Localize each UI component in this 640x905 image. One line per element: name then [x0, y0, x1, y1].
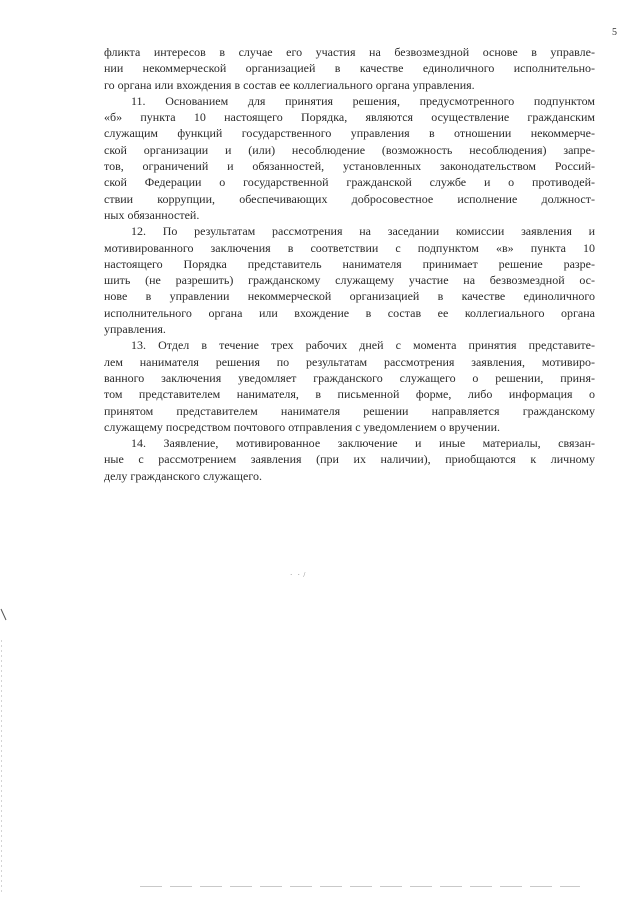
text-line: нове в управлении некоммерческой организацией в качестве единоличного — [104, 289, 595, 304]
text-line: 14. Заявление, мотивированное заключение и иные материалы, связан- — [131, 436, 595, 451]
scan-edge — [1, 640, 2, 895]
scan-mark-icon — [0, 608, 8, 622]
text-line: принятом представителем нанимателя решении направляется гражданскому — [104, 403, 595, 418]
text-line: фликта интересов в случае его участия на безвозмездной основе в управле- — [104, 45, 595, 59]
paragraph-clause-14 — [104, 435, 595, 484]
text-line: мотивированного заключения в соответствии с подпунктом «в» пункта 10 — [104, 240, 595, 255]
text-line: том представителем нанимателя, в письменной форме, либо информация о — [104, 387, 595, 402]
text-line: ствии коррупции, обеспечивающих добросовестное исполнение должност- — [104, 191, 595, 206]
paragraph-clause-11 — [104, 93, 595, 223]
text-line: ные с рассмотрением заявления (при их наличии), приобщаются к личному — [104, 452, 595, 467]
text-line: нии некоммерческой организацией в качестве единоличного исполнительно- — [104, 61, 595, 76]
paragraph-clause-13 — [104, 337, 595, 435]
document-body — [104, 44, 595, 484]
page-number: 5 — [612, 27, 617, 38]
text-line: ской Федерации о государственной гражданской службе и о противодей- — [104, 175, 595, 190]
text-line: ванного заключения уведомляет гражданского служащего о решении, приня- — [104, 370, 595, 385]
text-line: делу гражданского служащего. — [104, 468, 262, 483]
text-line: 12. По результатам рассмотрения на заседании комиссии заявления и — [131, 224, 595, 239]
scan-bottom-edge — [140, 886, 580, 887]
text-line: управления. — [104, 322, 166, 337]
text-line: ской организации и (или) несоблюдение (возможность несоблюдения) запре- — [104, 142, 595, 157]
text-line: 13. Отдел в течение трех рабочих дней с момента принятия представите- — [131, 338, 595, 353]
scan-artifact: · · / — [290, 571, 306, 579]
paragraph-clause-12 — [104, 223, 595, 337]
paragraph-continuation — [104, 44, 595, 93]
text-line: тов, ограничений и обязанностей, установленных законодательством Россий- — [104, 159, 595, 174]
text-line: служащим функций государственного управления в отношении некоммерче- — [104, 126, 595, 141]
text-line: ных обязанностей. — [104, 207, 200, 222]
text-line: настоящего Порядка представитель нанимателя принимает решение разре- — [104, 256, 595, 271]
text-line: служащему посредством почтового отправления с уведомлением о вручении. — [104, 419, 501, 434]
text-line: «б» пункта 10 настоящего Порядка, являются осуществление гражданским — [104, 110, 595, 125]
text-line: го органа или вхождения в состав ее коллегиального органа управления. — [104, 77, 475, 92]
text-line: 11. Основанием для принятия решения, предусмотренного подпунктом — [131, 93, 595, 108]
text-line: лем нанимателя решения по результатам рассмотрения заявления, мотивиро- — [104, 354, 595, 369]
text-line: исполнительного органа или вхождение в состав ее коллегиального органа — [104, 305, 595, 320]
text-line: шить (не разрешить) гражданскому служащему участие на безвозмездной ос- — [104, 273, 595, 288]
